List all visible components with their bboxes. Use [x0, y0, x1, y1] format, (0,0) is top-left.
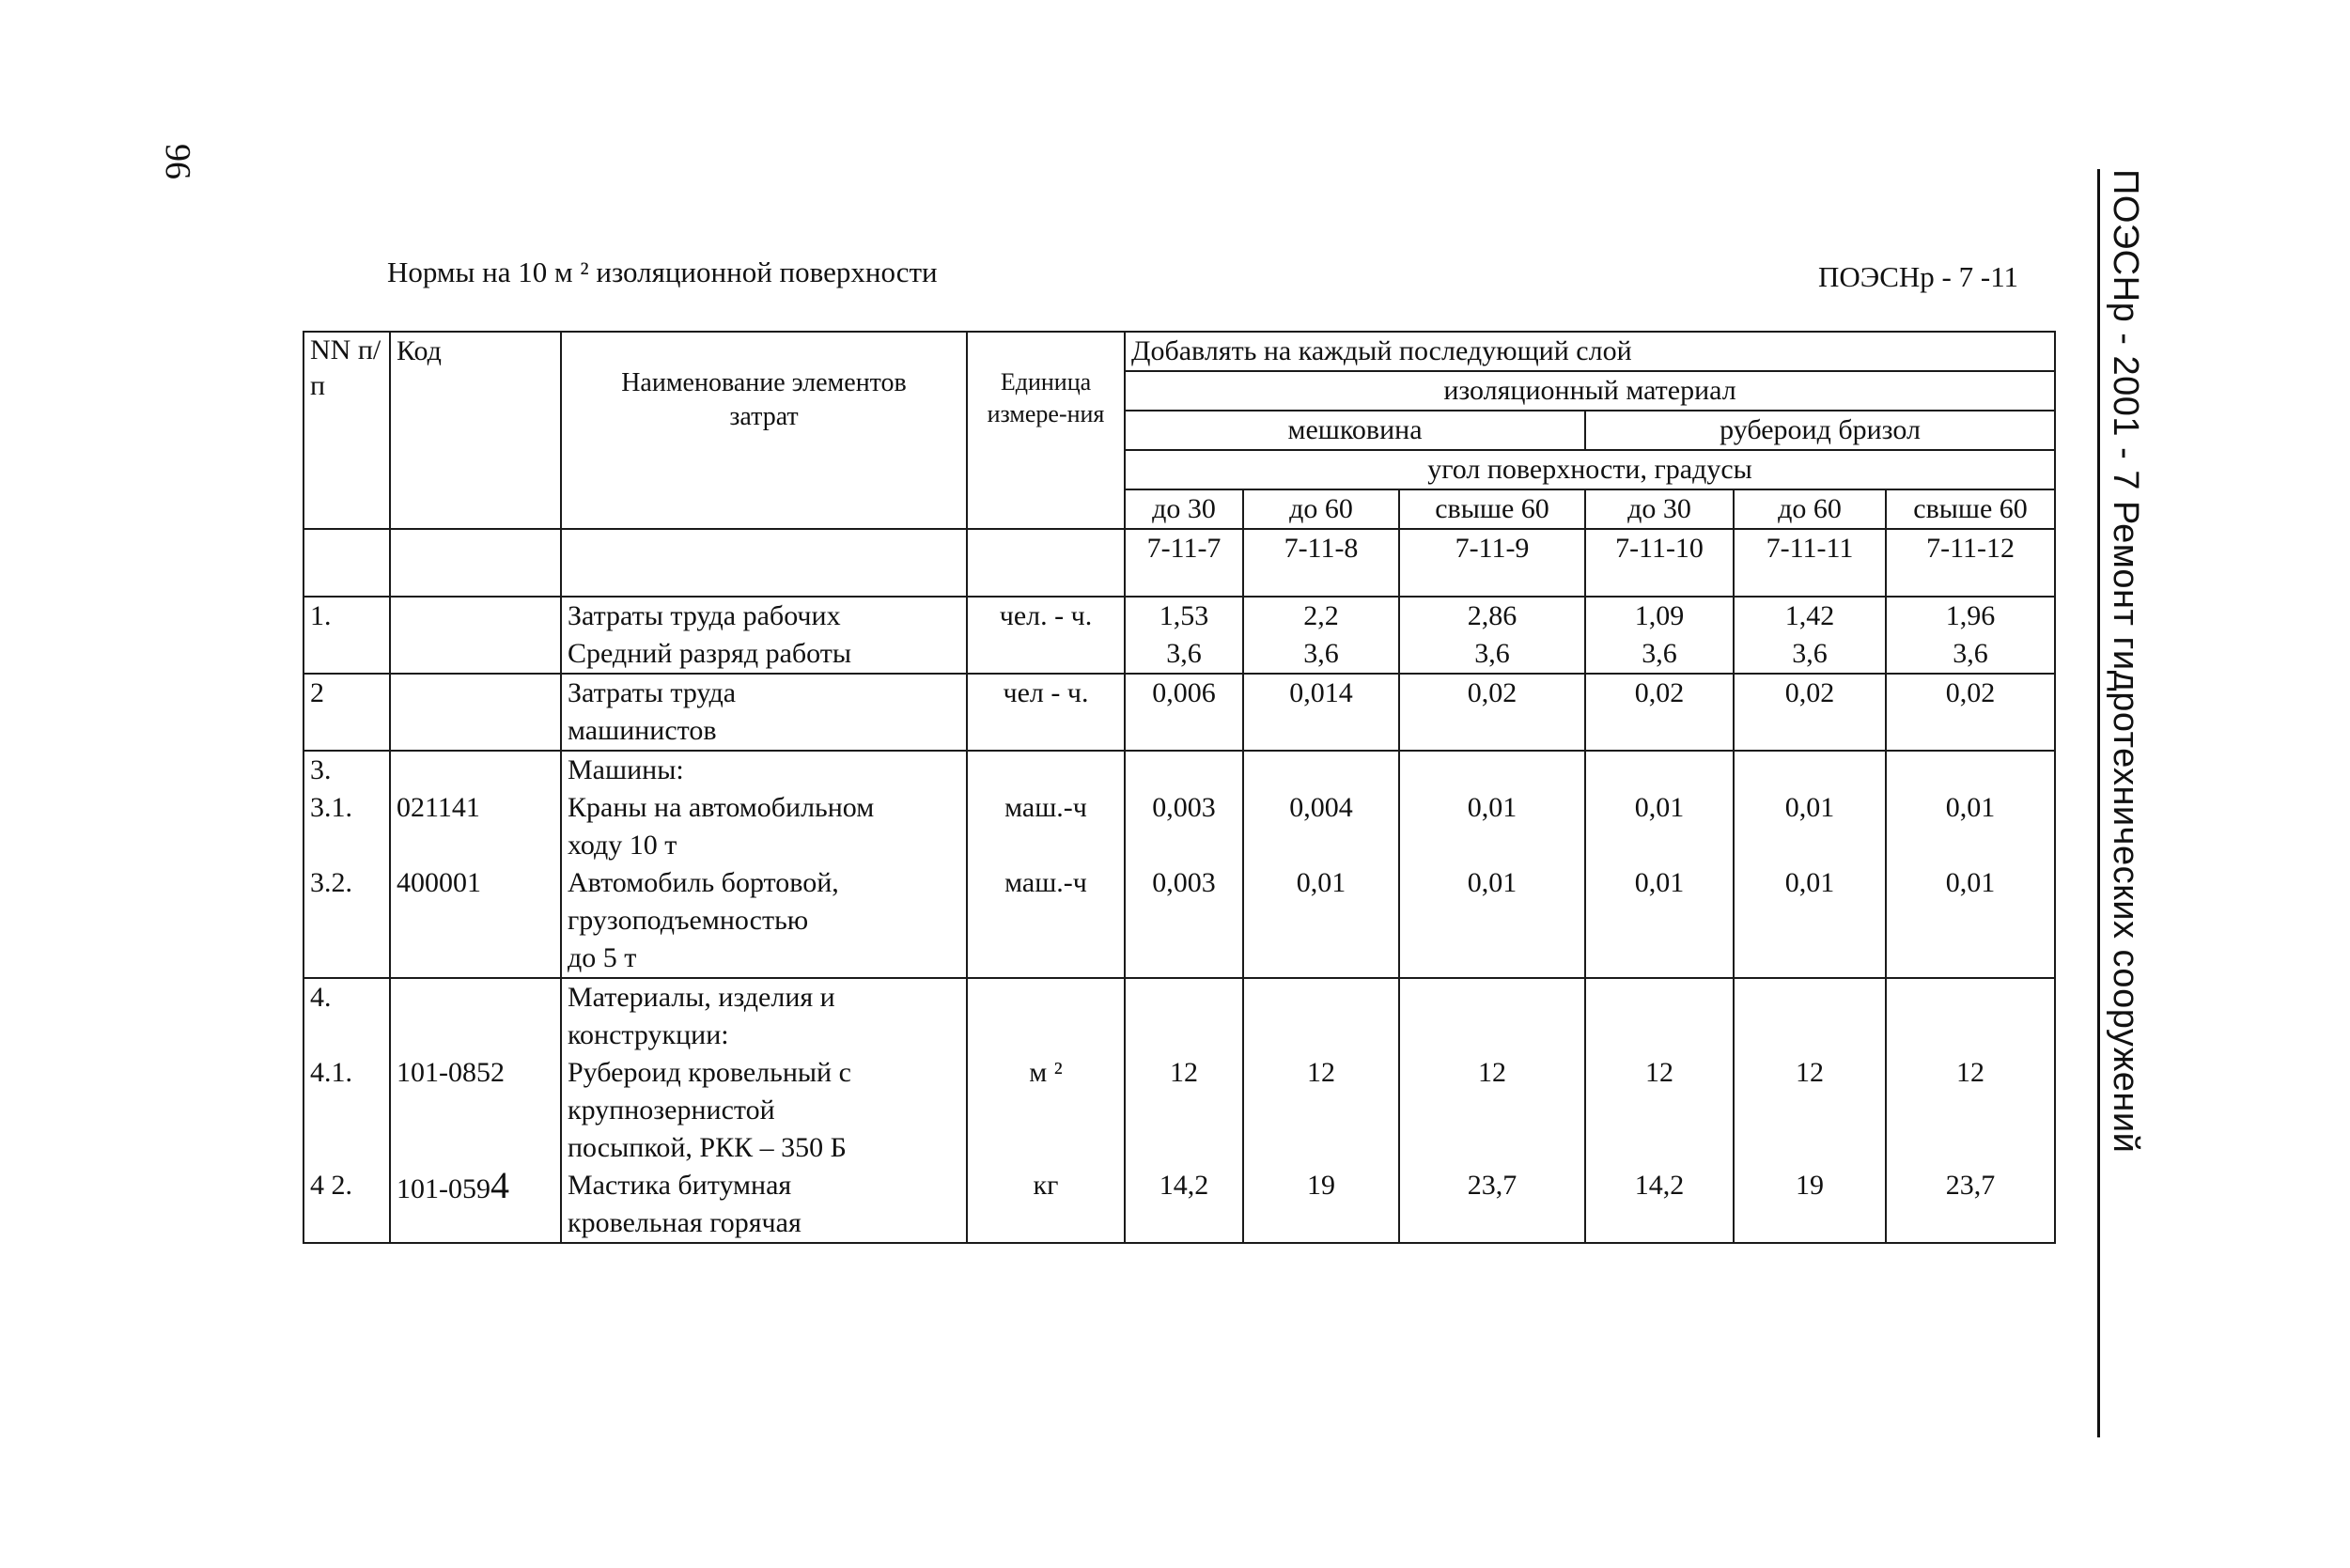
value: 0,004 [1289, 792, 1353, 823]
norm-code: ПОЭСНр - 7 -11 [1818, 260, 2019, 293]
header-name: Наименование элементов затрат [561, 332, 967, 529]
header-code: Код [390, 332, 561, 529]
value: 0,003 [1152, 867, 1216, 898]
value: 0,003 [1152, 792, 1216, 823]
value: 14,2 [1159, 1170, 1209, 1201]
value: 1,42 [1784, 600, 1835, 631]
code-line: 021141 [397, 792, 480, 823]
row-number: 1. [303, 597, 390, 674]
row-unit [967, 978, 1125, 1243]
value-cell [1886, 597, 2055, 674]
value: 3,6 [1303, 638, 1339, 669]
value: 2,86 [1467, 600, 1517, 631]
value: 0,01 [1945, 867, 1996, 898]
row-code [390, 751, 561, 978]
norm-code-cell: 7-11-11 [1734, 529, 1886, 597]
name-line: Краны на автомобильном [568, 792, 875, 823]
value-cell [1243, 751, 1399, 978]
angle-cell: до 60 [1734, 489, 1886, 529]
name-line: Мастика битумная [568, 1170, 792, 1201]
value: 3,6 [1474, 638, 1510, 669]
value-cell: 0,014 [1243, 674, 1399, 751]
value-cell [1585, 597, 1734, 674]
material-ruberoid: рубероид бризол [1585, 411, 2055, 450]
norm-code-cell: 7-11-12 [1886, 529, 2055, 597]
value-cell [1886, 978, 2055, 1243]
table-row [303, 751, 2055, 978]
angle-cell: до 30 [1585, 489, 1734, 529]
norm-code-cell: 7-11-9 [1399, 529, 1585, 597]
name-line: Материалы, изделия и [568, 982, 835, 1013]
row-name [561, 597, 967, 674]
row-number-line: 3. [310, 754, 332, 785]
header-unit: Единица измере-ния [967, 332, 1125, 529]
value: 1,53 [1159, 600, 1209, 631]
angle-title: угол поверхности, градусы [1125, 450, 2055, 489]
value: 3,6 [1792, 638, 1828, 669]
norm-code-cell: 7-11-10 [1585, 529, 1734, 597]
code-line: 400001 [397, 867, 481, 898]
value-cell [1734, 751, 1886, 978]
value: 12 [1170, 1057, 1198, 1088]
table-row [303, 978, 2055, 1243]
angle-cell: свыше 60 [1399, 489, 1585, 529]
table-row [303, 674, 2055, 751]
name-line: Машины: [568, 754, 684, 785]
norm-code-cell: 7-11-8 [1243, 529, 1399, 597]
unit-line: м ² [1029, 1057, 1063, 1088]
value-cell [1734, 597, 1886, 674]
table-caption: Нормы на 10 м ² изоляционной поверхности [387, 256, 938, 288]
name-line: Средний разряд работы [568, 638, 852, 669]
name-line: машинистов [568, 715, 717, 746]
value: 0,01 [1784, 792, 1835, 823]
row-unit: чел - ч. [967, 674, 1125, 751]
value: 3,6 [1166, 638, 1202, 669]
value: 12 [1956, 1057, 1985, 1088]
header-nn: NN п/п [303, 332, 390, 529]
value-cell [1585, 751, 1734, 978]
value: 0,01 [1784, 867, 1835, 898]
value-cell: 0,02 [1734, 674, 1886, 751]
value: 0,01 [1467, 792, 1517, 823]
code-last-digit: 4 [490, 1164, 509, 1206]
table-row [303, 597, 2055, 674]
value: 3,6 [1953, 638, 1988, 669]
value: 12 [1478, 1057, 1506, 1088]
row-number [303, 751, 390, 978]
name-line: до 5 т [568, 942, 637, 973]
row-name [561, 674, 967, 751]
value: 0,01 [1634, 867, 1685, 898]
unit-line: маш.-ч [1004, 792, 1087, 823]
value-cell [1125, 751, 1243, 978]
page-number: 96 [158, 144, 197, 179]
value: 1,96 [1945, 600, 1996, 631]
value: 23,7 [1467, 1170, 1517, 1201]
row-number-line: 4 2. [310, 1170, 352, 1201]
name-line: посыпкой, РКК – 350 Б [568, 1132, 847, 1163]
row-number-line: 3.1. [310, 792, 352, 823]
angle-cell: свыше 60 [1886, 489, 2055, 529]
row-number-line: 4.1. [310, 1057, 352, 1088]
name-line: ходу 10 т [568, 830, 677, 861]
unit-line: кг [1033, 1170, 1059, 1201]
value: 12 [1645, 1057, 1673, 1088]
side-rule [2097, 169, 2100, 1437]
value-cell: 0,02 [1399, 674, 1585, 751]
value-cell [1399, 597, 1585, 674]
value: 3,6 [1642, 638, 1677, 669]
angle-cell: до 30 [1125, 489, 1243, 529]
material-meshkovina: мешковина [1125, 411, 1585, 450]
value-cell [1399, 751, 1585, 978]
name-line: Затраты труда рабочих [568, 600, 841, 631]
value-cell: 0,02 [1585, 674, 1734, 751]
value-cell [1125, 597, 1243, 674]
code-line: 101-0852 [397, 1057, 505, 1088]
row-number-line: 4. [310, 982, 332, 1013]
angle-cell: до 60 [1243, 489, 1399, 529]
name-line: кровельная горячая [568, 1207, 801, 1238]
row-unit [967, 751, 1125, 978]
name-line: грузоподъемностью [568, 905, 809, 936]
norm-code-cell: 7-11-7 [1125, 529, 1243, 597]
value-cell [1243, 978, 1399, 1243]
value: 19 [1796, 1170, 1824, 1201]
value-cell [1125, 978, 1243, 1243]
value-cell [1243, 597, 1399, 674]
code-line [397, 1164, 554, 1206]
value: 14,2 [1634, 1170, 1685, 1201]
value: 12 [1307, 1057, 1335, 1088]
value: 0,01 [1945, 792, 1996, 823]
row-name [561, 978, 967, 1243]
value-cell [1399, 978, 1585, 1243]
name-line: Затраты труда [568, 677, 737, 708]
value-cell: 0,02 [1886, 674, 2055, 751]
value: 23,7 [1945, 1170, 1996, 1201]
value-cell: 0,006 [1125, 674, 1243, 751]
value: 2,2 [1303, 600, 1339, 631]
row-number: 2 [303, 674, 390, 751]
value: 0,01 [1467, 867, 1517, 898]
row-code [390, 978, 561, 1243]
name-line: крупнозернистой [568, 1094, 775, 1126]
row-number [303, 978, 390, 1243]
value: 19 [1307, 1170, 1335, 1201]
row-name [561, 751, 967, 978]
name-line: Рубероид кровельный с [568, 1057, 851, 1088]
row-unit: чел. - ч. [967, 597, 1125, 674]
value-cell [1734, 978, 1886, 1243]
value-cell [1585, 978, 1734, 1243]
row-number-line: 3.2. [310, 867, 352, 898]
value-cell [1886, 751, 2055, 978]
norms-table [303, 331, 2056, 1244]
code-part: 101-059 [397, 1173, 490, 1204]
name-line: конструкции: [568, 1019, 729, 1050]
value: 1,09 [1634, 600, 1685, 631]
unit-line: маш.-ч [1004, 867, 1087, 898]
side-title: ПОЭСНр - 2001 - 7 Ремонт гидротехнических сооружений [2106, 169, 2145, 1154]
name-line: Автомобиль бортовой, [568, 867, 839, 898]
value: 0,01 [1296, 867, 1346, 898]
group-title: Добавлять на каждый последующий слой [1125, 332, 2055, 371]
material-title: изоляционный материал [1125, 371, 2055, 411]
value: 12 [1796, 1057, 1824, 1088]
value: 0,01 [1634, 792, 1685, 823]
